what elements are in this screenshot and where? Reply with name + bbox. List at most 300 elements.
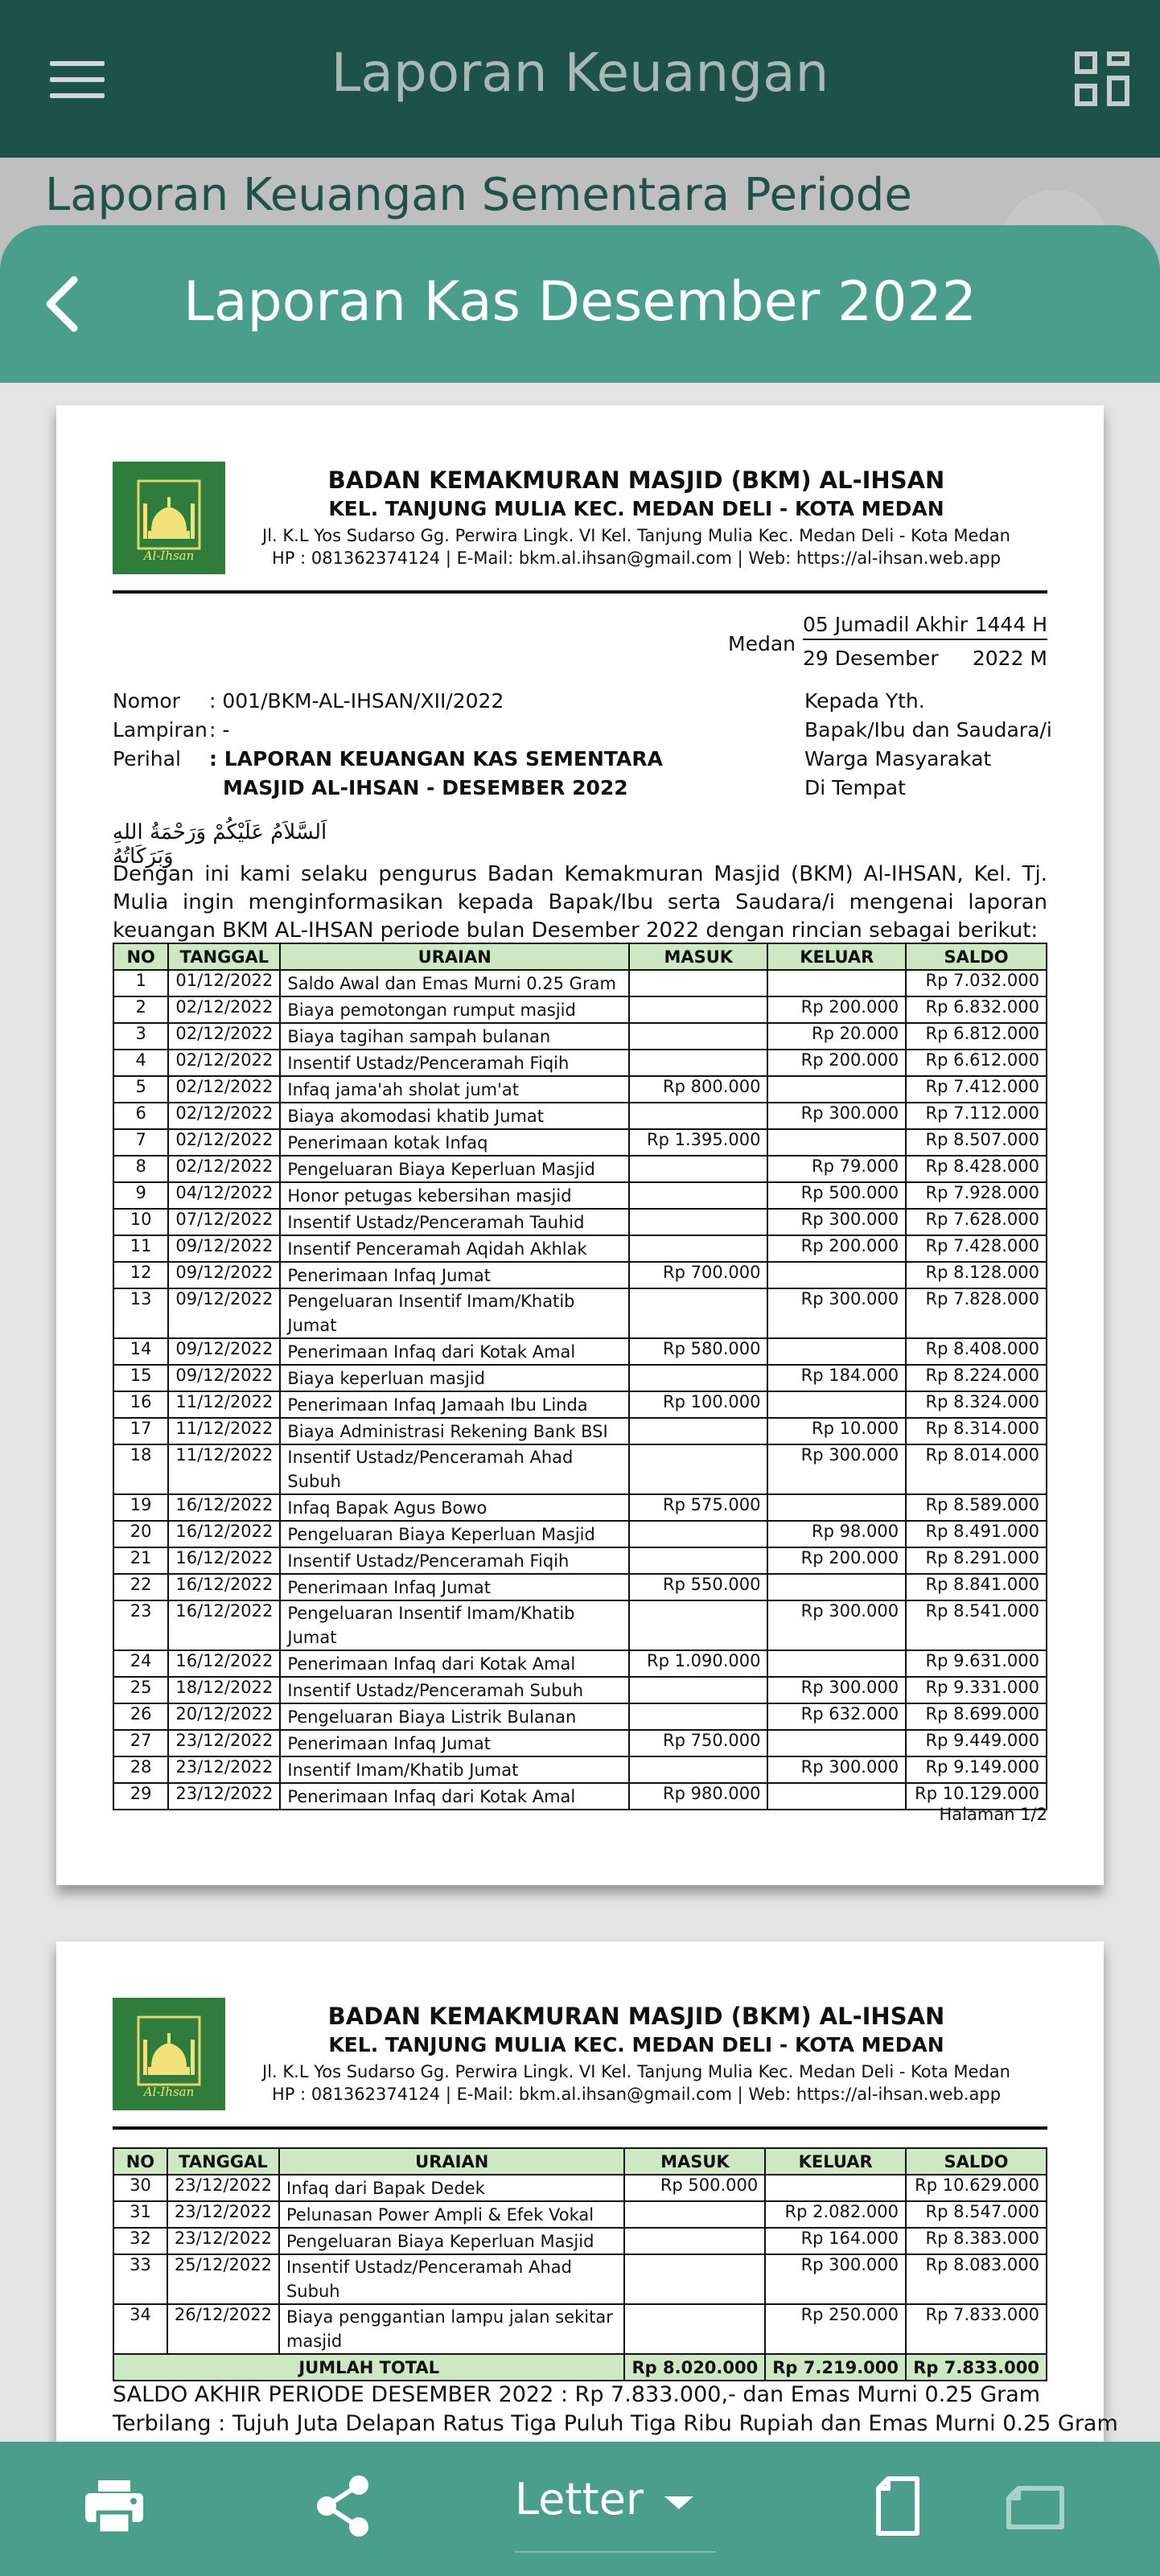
document-page-1: Al-Ihsan BADAN KEMAKMURAN MASJID (BKM) AL-IHSAN KEL. TANJUNG MULIA KEC. MEDAN DELI - KOTA MEDAN Jl. K.L Yos Sudarso Gg. Perwira Lingk. VI Kel. Tanjung Mulia Kec. Medan Deli - Kota Medan HP : 081362374124 | E-Mail: bkm.al.ihsan@gmail.com | Web: https://al-ihsan.web.app Medan 05 Jumadil Akhir 1444 H 29 Desember 2022 M Nomor : 001/BKM-AL-IHSAN/XII/2022 Lampiran : - Perihal : LAPORAN KEUANGAN KAS SEMENTARA MASJID AL-IHSAN - DESEMBER 2022 Kepada Yth. Bapak/Ibu dan Saudara/i Warga Masyarakat Di Tempat اَلسَّلاَمُ عَلَيْكُمْ وَرَحْمَةُ اللهِ وَبَرَكَاتُهُ Dengan ini kami selaku pengurus Badan Kemakmuran Masjid (BKM) Al-IHSAN, Kel. Tj. Mulia ingin menginformasikan kepada Bapak/Ibu serta Saudara/i mengenai laporan keuangan BKM AL-IHSAN periode bulan Desember 2022 dengan rincian sebagai berikut: NO TANGGAL URAIAN MASUK KELUAR SALDO 1 01/12/2022 Saldo Awal dan Emas Murni 0.25 Gram Rp 7.032.000 2 02/12/2022 Biaya pemotongan rumput masjid Rp 200.000 Rp 6.832.000 3 02/12/2022 Biaya tagihan sampah bulanan Rp 20.000 Rp 6.812.000 4 02/12/2022 Insentif Ustadz/Penceramah Fiqih Rp 200.000 Rp 6.612.000 5 02/12/2022 Infaq jama'ah sholat jum'at Rp 800.000 Rp 7.412.000 6 02/12/2022 Biaya akomodasi khatib Jumat Rp 300.000 Rp 7.112.000 7 02/12/2022 Penerimaan kotak Infaq Rp 1.395.000 Rp 8.507.000 8 02/12/2022 Pengeluaran Biaya Keperluan Masjid Rp 79.000 Rp 8.428.000 9 04/12/2022 Honor petugas kebersihan masjid Rp 500.000 Rp 7.928.000 10 07/12/2022 Insentif Ustadz/Penceramah Tauhid Rp 300.000 Rp 7.628.000 11 09/12/2022 Insentif Penceramah Aqidah Akhlak Rp 200.000 Rp 7.428.000 12 09/12/2022 Penerimaan Infaq Jumat Rp 700.000 Rp 8.128.000 13 09/12/2022 Pengeluaran Insentif Imam/Khatib Jumat Rp 300.000 Rp 7.828.000 14 09/12/2022 Penerimaan Infaq dari Kotak Amal Rp 580.000 Rp 8.408.000 15 09/12/2022 Biaya keperluan masjid Rp 184.000 Rp 8.224.000 16 11/12/2022 Penerimaan Infaq Jamaah Ibu Linda Rp 100.000 Rp 8.324.000 17 11/12/2022 Biaya Administrasi Rekening Bank BSI Rp 10.000 Rp 8.314.000 18 11/12/2022 Insentif Ustadz/Penceramah Ahad Subuh Rp 300.000 Rp 8.014.000 19 16/12/2022 Infaq Bapak Agus Bowo Rp 575.000 Rp 8.589.000 20 16/12/2022 Pengeluaran Biaya Keperluan Masjid Rp 98.000 Rp 8.491.000 21 16/12/2022 Insentif Ustadz/Penceramah Fiqih Rp 200.000 Rp 8.291.000 22 16/12/2022 Penerimaan Infaq Jumat Rp 550.000 Rp 8.841.000 23 16/12/2022 Pengeluaran Insentif Imam/Khatib Jumat Rp 300.000 Rp 8.541.000 24 16/12/2022 Penerimaan Infaq dari Kotak Amal Rp 1.090.000 Rp 9.631.000 25 18/12/2022 Insentif Ustadz/Penceramah Subuh Rp 300.000 Rp 9.331.000 26 20/12/2022 Pengeluaran Biaya Listrik Bulanan Rp 632.000 Rp 8.699.000 27 23/12/2022 Penerimaan Infaq Jumat Rp 750.000 Rp 9.449.000 28 23/12/2022 Insentif Imam/Khatib Jumat Rp 300.000 Rp 9.149.000 29 23/12/2022 Penerimaan Infaq dari Kotak Amal Rp 980.000 Rp 10.129.000 Halaman 1/2 [56,405,1104,1885]
app-title: Laporan Keuangan [331,42,829,104]
letterhead-divider [113,590,1047,594]
row-no: 1 [113,970,168,996]
row-masuk: Rp 1.090.000 [629,1650,767,1677]
row-masuk [629,1444,767,1494]
org-contact: HP : 081362374124 | E-Mail: bkm.al.ihsan@gmail.com | Web: https://al-ihsan.web.app [271,2085,1002,2104]
row-date: 23/12/2022 [168,1783,280,1810]
grid-icon[interactable] [1075,51,1129,106]
total-row [113,2354,1047,2381]
row-keluar: Rp 184.000 [767,1365,906,1391]
row-description: Insentif Ustadz/Penceramah Tauhid [280,1209,629,1235]
row-saldo: Rp 8.491.000 [906,1521,1047,1547]
row-keluar [767,1338,906,1365]
row-saldo: Rp 7.833.000 [906,2304,1047,2354]
row-no: 23 [113,1600,168,1650]
row-masuk: Rp 100.000 [629,1391,767,1418]
row-no: 13 [113,1288,168,1338]
row-keluar [767,1730,906,1756]
landscape-orientation-icon[interactable] [1006,2474,1067,2538]
row-date: 02/12/2022 [168,1076,280,1103]
row-description: Pelunasan Power Ampli & Efek Vokal [279,2201,625,2228]
row-date: 04/12/2022 [168,1182,280,1209]
row-no: 31 [113,2201,167,2228]
org-name: BADAN KEMAKMURAN MASJID (BKM) AL-IHSAN [327,466,945,494]
row-keluar: Rp 300.000 [765,2254,906,2304]
row-saldo: Rp 7.412.000 [906,1076,1047,1103]
row-date: 09/12/2022 [168,1262,280,1288]
row-no: 32 [113,2228,167,2254]
row-description: Pengeluaran Insentif Imam/Khatib Jumat [280,1600,629,1650]
row-masuk [629,1156,767,1182]
row-saldo: Rp 8.699.000 [906,1703,1047,1730]
salam-greeting: اَلسَّلاَمُ عَلَيْكُمْ وَرَحْمَةُ اللهِ وَبَرَكَاتُهُ [113,820,327,869]
row-no: 8 [113,1156,168,1182]
row-keluar: Rp 300.000 [767,1103,906,1129]
row-date: 23/12/2022 [167,2228,279,2254]
row-masuk: Rp 700.000 [629,1262,767,1288]
col-masuk: MASUK [629,943,767,970]
table-row [113,1494,1047,1521]
row-date: 02/12/2022 [168,1023,280,1050]
row-description: Biaya akomodasi khatib Jumat [280,1103,629,1129]
table-row [113,2228,1047,2254]
row-description: Penerimaan Infaq Jumat [280,1262,629,1288]
row-description: Infaq jama'ah sholat jum'at [280,1076,629,1103]
table-row [113,1023,1047,1050]
row-date: 23/12/2022 [168,1730,280,1756]
row-keluar: Rp 632.000 [767,1703,906,1730]
row-no: 20 [113,1521,168,1547]
row-keluar: Rp 200.000 [767,1235,906,1262]
row-date: 02/12/2022 [168,1050,280,1076]
logo-text: Al-Ihsan [143,548,195,563]
table-row [113,1365,1047,1391]
row-no: 14 [113,1338,168,1365]
row-masuk [629,1209,767,1235]
row-saldo: Rp 8.291.000 [906,1547,1047,1574]
table-row [113,1521,1047,1547]
row-masuk [629,1600,767,1650]
masehi-date: 29 Desember 2022 M [803,647,1047,670]
row-description: Insentif Imam/Khatib Jumat [280,1756,629,1783]
row-description: Penerimaan Infaq dari Kotak Amal [280,1783,629,1810]
paper-size-value: Letter [515,2474,644,2525]
row-no: 12 [113,1262,168,1288]
row-no: 2 [113,996,168,1023]
row-saldo: Rp 10.629.000 [906,2175,1047,2201]
row-masuk [624,2228,765,2254]
row-saldo: Rp 8.314.000 [906,1418,1047,1444]
row-description: Pengeluaran Biaya Keperluan Masjid [280,1521,629,1547]
row-date: 11/12/2022 [168,1418,280,1444]
row-keluar: Rp 200.000 [767,1050,906,1076]
table-row [113,1444,1047,1494]
row-no: 7 [113,1129,168,1156]
letter-subject: : LAPORAN KEUANGAN KAS SEMENTARA [209,747,663,770]
total-keluar: Rp 7.219.000 [765,2354,906,2381]
row-masuk: Rp 750.000 [629,1730,767,1756]
row-description: Penerimaan Infaq dari Kotak Amal [280,1650,629,1677]
total-saldo: Rp 7.833.000 [906,2354,1047,2381]
row-masuk: Rp 1.395.000 [629,1129,767,1156]
row-date: 23/12/2022 [167,2201,279,2228]
row-masuk: Rp 980.000 [629,1783,767,1810]
table-row [113,1730,1047,1756]
table-row [113,1156,1047,1182]
table-row [113,1783,1047,1810]
closing-summary [113,2381,1118,2438]
row-saldo: Rp 8.841.000 [906,1574,1047,1600]
row-date: 16/12/2022 [168,1600,280,1650]
row-keluar [767,1574,906,1600]
modal-title: Laporan Kas Desember 2022 [183,270,977,334]
row-description: Penerimaan Infaq Jamaah Ibu Linda [280,1391,629,1418]
row-keluar [767,1783,906,1810]
row-no: 10 [113,1209,168,1235]
row-masuk [629,1288,767,1338]
row-keluar [767,1076,906,1103]
row-masuk [629,1756,767,1783]
row-description: Pengeluaran Insentif Imam/Khatib Jumat [280,1288,629,1338]
row-keluar [767,970,906,996]
print-icon[interactable] [84,2474,145,2538]
row-saldo: Rp 8.324.000 [906,1391,1047,1418]
row-date: 11/12/2022 [168,1391,280,1418]
row-masuk [629,1103,767,1129]
row-saldo: Rp 8.408.000 [906,1338,1047,1365]
row-masuk [629,970,767,996]
row-saldo: Rp 8.507.000 [906,1129,1047,1156]
row-no: 21 [113,1547,168,1574]
row-keluar [767,1129,906,1156]
org-address: Jl. K.L Yos Sudarso Gg. Perwira Lingk. VI Kel. Tanjung Mulia Kec. Medan Deli - Kota Medan [262,526,1010,545]
row-masuk [624,2254,765,2304]
row-masuk [629,1182,767,1209]
row-date: 02/12/2022 [168,1129,280,1156]
row-no: 17 [113,1418,168,1444]
table-header-row: NO TANGGAL URAIAN MASUK KELUAR SALDO [113,2148,1047,2175]
row-description: Insentif Ustadz/Penceramah Ahad Subuh [280,1444,629,1494]
row-date: 16/12/2022 [168,1574,280,1600]
row-masuk [629,1023,767,1050]
letter-subject-line2: MASJID AL-IHSAN - DESEMBER 2022 [223,776,628,799]
row-keluar: Rp 300.000 [767,1677,906,1703]
row-description: Biaya keperluan masjid [280,1365,629,1391]
row-no: 25 [113,1677,168,1703]
row-description: Saldo Awal dan Emas Murni 0.25 Gram [280,970,629,996]
letter-recipient: Kepada Yth. Bapak/Ibu dan Saudara/i Warga Masyarakat Di Tempat [804,689,1052,799]
logo-text: Al-Ihsan [143,2085,195,2099]
org-address: Jl. K.L Yos Sudarso Gg. Perwira Lingk. VI Kel. Tanjung Mulia Kec. Medan Deli - Kota Medan [262,2062,1010,2081]
row-masuk: Rp 550.000 [629,1574,767,1600]
table-row [113,2175,1047,2201]
row-saldo: Rp 7.428.000 [906,1235,1047,1262]
row-description: Insentif Ustadz/Penceramah Fiqih [280,1050,629,1076]
table-row [113,1338,1047,1365]
table-row [113,1574,1047,1600]
table-row [113,1703,1047,1730]
row-keluar: Rp 300.000 [767,1444,906,1494]
row-no: 19 [113,1494,168,1521]
letterhead [113,462,1047,574]
row-description: Pengeluaran Biaya Listrik Bulanan [280,1703,629,1730]
row-masuk [629,1521,767,1547]
row-saldo: Rp 8.128.000 [906,1262,1047,1288]
row-masuk [629,1050,767,1076]
row-no: 11 [113,1235,168,1262]
row-no: 16 [113,1391,168,1418]
row-saldo: Rp 7.928.000 [906,1182,1047,1209]
table-row [113,1650,1047,1677]
row-date: 09/12/2022 [168,1288,280,1338]
mosque-logo-icon [113,1998,225,2110]
row-keluar: Rp 20.000 [767,1023,906,1050]
row-date: 20/12/2022 [168,1703,280,1730]
col-no: NO [113,943,168,970]
row-masuk [629,1365,767,1391]
portrait-orientation-icon[interactable] [874,2474,922,2538]
letter-attachment: : - [209,718,230,742]
modal-header [0,225,1160,383]
row-saldo: Rp 9.149.000 [906,1756,1047,1783]
letterhead [113,1998,1047,2110]
row-saldo: Rp 8.428.000 [906,1156,1047,1182]
total-masuk: Rp 8.020.000 [624,2354,765,2381]
row-no: 6 [113,1103,168,1129]
transactions-table-page-2 [113,2147,1047,2381]
row-keluar: Rp 98.000 [767,1521,906,1547]
table-row [113,1418,1047,1444]
transactions-table-page-1 [113,943,1047,1810]
row-date: 02/12/2022 [168,996,280,1023]
org-name: BADAN KEMAKMURAN MASJID (BKM) AL-IHSAN [327,2003,945,2030]
row-description: Insentif Ustadz/Penceramah Fiqih [280,1547,629,1574]
row-description: Penerimaan kotak Infaq [280,1129,629,1156]
row-keluar [767,1650,906,1677]
table-row [113,2304,1047,2354]
row-saldo: Rp 9.331.000 [906,1677,1047,1703]
row-description: Penerimaan Infaq Jumat [280,1574,629,1600]
row-description: Infaq Bapak Agus Bowo [280,1494,629,1521]
row-date: 25/12/2022 [167,2254,279,2304]
row-keluar [767,1391,906,1418]
col-uraian: URAIAN [280,943,629,970]
row-no: 5 [113,1076,168,1103]
print-toolbar [0,2442,1160,2576]
row-no: 26 [113,1703,168,1730]
table-row [113,996,1047,1023]
row-keluar: Rp 250.000 [765,2304,906,2354]
row-date: 11/12/2022 [168,1444,280,1494]
table-row [113,1129,1047,1156]
table-row [113,1209,1047,1235]
caret-down-icon [664,2496,693,2509]
row-keluar: Rp 500.000 [767,1182,906,1209]
table-row [113,1677,1047,1703]
row-description: Honor petugas kebersihan masjid [280,1182,629,1209]
row-keluar: Rp 10.000 [767,1418,906,1444]
row-saldo: Rp 7.628.000 [906,1209,1047,1235]
table-row [113,970,1047,996]
row-date: 02/12/2022 [168,1156,280,1182]
row-masuk: Rp 500.000 [624,2175,765,2201]
app-bar [0,0,1160,158]
row-saldo: Rp 8.541.000 [906,1600,1047,1650]
table-row [113,1391,1047,1418]
row-date: 16/12/2022 [168,1494,280,1521]
row-keluar: Rp 79.000 [767,1156,906,1182]
row-no: 9 [113,1182,168,1209]
row-saldo: Rp 9.631.000 [906,1650,1047,1677]
row-saldo: Rp 8.224.000 [906,1365,1047,1391]
row-description: Biaya tagihan sampah bulanan [280,1023,629,1050]
row-description: Pengeluaran Biaya Keperluan Masjid [279,2228,625,2254]
row-description: Insentif Ustadz/Penceramah Subuh [280,1677,629,1703]
row-no: 18 [113,1444,168,1494]
table-header-row [113,943,1047,970]
share-icon[interactable] [314,2474,372,2538]
paper-size-underline [515,2551,716,2553]
row-date: 09/12/2022 [168,1338,280,1365]
table-row [113,1547,1047,1574]
row-masuk [629,1235,767,1262]
terbilang: Terbilang : Tujuh Juta Delapan Ratus Tiga Puluh Tiga Ribu Rupiah dan Emas Murni 0.25 Gram [113,2411,1118,2436]
table-row [113,1076,1047,1103]
row-masuk [624,2304,765,2354]
row-keluar [765,2175,906,2201]
row-keluar [767,1494,906,1521]
background-subtitle: Laporan Keuangan Sementara Periode [45,169,912,221]
row-masuk: Rp 800.000 [629,1076,767,1103]
row-saldo: Rp 8.589.000 [906,1494,1047,1521]
row-saldo: Rp 9.449.000 [906,1730,1047,1756]
page-number: Halaman 1/2 [939,1805,1047,1824]
row-masuk [629,1418,767,1444]
row-description: Penerimaan Infaq Jumat [280,1730,629,1756]
row-date: 23/12/2022 [168,1756,280,1783]
letter-city: Medan [728,632,796,655]
row-keluar: Rp 2.082.000 [765,2201,906,2228]
pdf-preview[interactable] [0,383,1160,2442]
row-masuk [629,996,767,1023]
row-no: 34 [113,2304,167,2354]
row-keluar: Rp 200.000 [767,996,906,1023]
row-masuk: Rp 580.000 [629,1338,767,1365]
row-saldo: Rp 6.832.000 [906,996,1047,1023]
row-date: 09/12/2022 [168,1365,280,1391]
col-tanggal: TANGGAL [168,943,280,970]
letter-number: : 001/BKM-AL-IHSAN/XII/2022 [209,689,504,713]
row-no: 3 [113,1023,168,1050]
row-saldo: Rp 6.812.000 [906,1023,1047,1050]
row-date: 01/12/2022 [168,970,280,996]
row-saldo: Rp 7.828.000 [906,1288,1047,1338]
table-row [113,2254,1047,2304]
col-keluar: KELUAR [767,943,906,970]
row-no: 15 [113,1365,168,1391]
hijri-date: 05 Jumadil Akhir 1444 H [803,613,1047,640]
letterhead-divider [113,2126,1047,2130]
row-saldo: Rp 7.112.000 [906,1103,1047,1129]
col-saldo: SALDO [906,943,1047,970]
row-no: 30 [113,2175,167,2201]
row-keluar: Rp 300.000 [767,1756,906,1783]
org-contact: HP : 081362374124 | E-Mail: bkm.al.ihsan@gmail.com | Web: https://al-ihsan.web.app [271,548,1002,568]
row-no: 27 [113,1730,168,1756]
org-area: KEL. TANJUNG MULIA KEC. MEDAN DELI - KOTA MEDAN [328,497,944,520]
table-row [113,1600,1047,1650]
row-no: 4 [113,1050,168,1076]
table-row [113,1182,1047,1209]
row-masuk [624,2201,765,2228]
row-keluar: Rp 300.000 [767,1209,906,1235]
total-label: JUMLAH TOTAL [113,2354,624,2381]
row-saldo: Rp 8.547.000 [906,2201,1047,2228]
row-masuk [629,1703,767,1730]
row-date: 16/12/2022 [168,1547,280,1574]
row-keluar: Rp 200.000 [767,1547,906,1574]
row-date: 16/12/2022 [168,1521,280,1547]
row-date: 18/12/2022 [168,1677,280,1703]
row-masuk: Rp 575.000 [629,1494,767,1521]
mosque-logo-icon [113,462,225,574]
document-page-2 [56,1941,1118,2442]
row-saldo: Rp 8.383.000 [906,2228,1047,2254]
row-description: Pengeluaran Biaya Keperluan Masjid [280,1156,629,1182]
row-description: Insentif Penceramah Aqidah Akhlak [280,1235,629,1262]
row-keluar: Rp 300.000 [767,1288,906,1338]
row-keluar [767,1262,906,1288]
row-description: Infaq dari Bapak Dedek [279,2175,625,2201]
row-masuk [629,1547,767,1574]
row-no: 33 [113,2254,167,2304]
row-date: 02/12/2022 [168,1103,280,1129]
row-keluar: Rp 300.000 [767,1600,906,1650]
row-keluar: Rp 164.000 [765,2228,906,2254]
row-saldo: Rp 6.612.000 [906,1050,1047,1076]
row-no: 24 [113,1650,168,1677]
row-no: 29 [113,1783,168,1810]
table-row [113,1103,1047,1129]
row-date: 26/12/2022 [167,2304,279,2354]
row-description: Penerimaan Infaq dari Kotak Amal [280,1338,629,1365]
row-saldo: Rp 8.083.000 [906,2254,1047,2304]
row-description: Biaya penggantian lampu jalan sekitar masjid [279,2304,625,2354]
row-saldo: Rp 7.032.000 [906,970,1047,996]
paper-size-select[interactable] [515,2474,693,2525]
row-date: 07/12/2022 [168,1209,280,1235]
table-row [113,1756,1047,1783]
row-saldo: Rp 8.014.000 [906,1444,1047,1494]
row-masuk [629,1677,767,1703]
saldo-akhir: SALDO AKHIR PERIODE DESEMBER 2022 : Rp 7.833.000,- dan Emas Murni 0.25 Gram [113,2382,1041,2407]
row-description: Insentif Ustadz/Penceramah Ahad Subuh [279,2254,625,2304]
row-no: 28 [113,1756,168,1783]
row-date: 16/12/2022 [168,1650,280,1677]
table-row [113,2201,1047,2228]
row-saldo: Rp 10.129.000 [906,1783,1047,1810]
table-row [113,1288,1047,1338]
row-no: 22 [113,1574,168,1600]
table-row [113,1235,1047,1262]
org-area: KEL. TANJUNG MULIA KEC. MEDAN DELI - KOTA MEDAN [328,2033,944,2056]
row-description: Biaya pemotongan rumput masjid [280,996,629,1023]
table-row [113,1262,1047,1288]
row-date: 09/12/2022 [168,1235,280,1262]
intro-paragraph: Dengan ini kami selaku pengurus Badan Kemakmuran Masjid (BKM) Al-IHSAN, Kel. Tj. Mulia ingin menginformasikan kepada Bapak/Ibu serta Saudara/i mengenai laporan keuangan BKM AL-IHSAN periode bulan Desember 2022 dengan rincian sebagai berikut: [113,862,1047,943]
table-row [113,1050,1047,1076]
row-date: 23/12/2022 [167,2175,279,2201]
